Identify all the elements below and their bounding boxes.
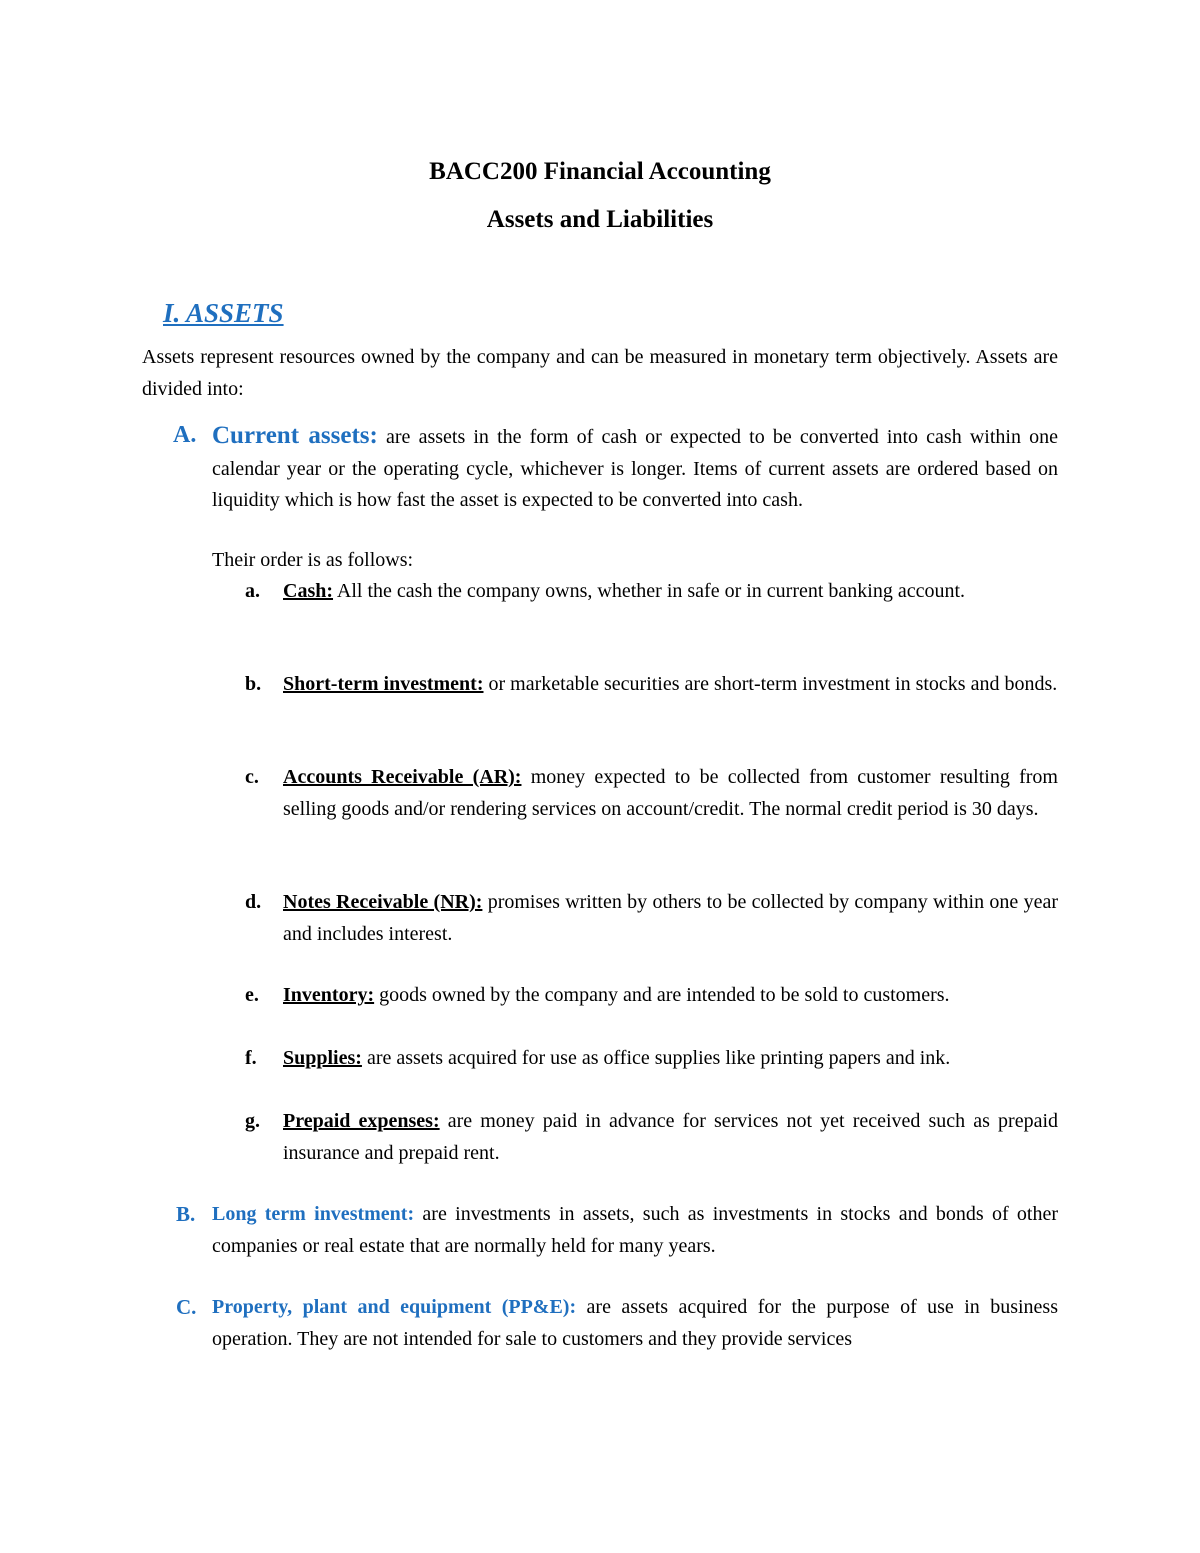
prepaid-expenses-text: are money paid in advance for services not yet received such as prepaid insurance and prepaid rent. — [283, 1110, 1059, 1164]
long-term-investment-term: Long term investment: — [212, 1203, 415, 1225]
long-term-investment-marker: B. — [176, 1202, 196, 1226]
course-title: BACC200 Financial Accounting — [429, 158, 771, 185]
list-item-short-term-investment — [283, 669, 1058, 701]
ppe-text: are assets acquired for the purpose of use in business operation. They are not intended for sale to customers and they provide services — [212, 1296, 1058, 1350]
notes-receivable-text: promises written by others to be collected by company within one year and includes interest. — [283, 891, 1058, 945]
list-item-notes-receivable — [283, 887, 1058, 950]
list-marker-e: e. — [245, 984, 259, 1006]
current-assets-term: Current assets: — [212, 422, 378, 449]
cash-term: Cash: — [283, 580, 334, 602]
supplies-term: Supplies: — [283, 1047, 362, 1069]
list-item-cash — [283, 576, 1058, 608]
inventory-term: Inventory: — [283, 984, 375, 1006]
list-item-prepaid-expenses — [283, 1106, 1058, 1169]
current-assets-text: are assets in the form of cash or expected to be converted into cash within one calendar year or the operating cycle, whichever is longer. Items of current assets are ordered based on liquidity which is how fast the asset is expected to be converted into cash. — [212, 426, 1058, 511]
accounts-receivable-term: Accounts Receivable (AR): — [283, 766, 522, 788]
list-item-supplies — [283, 1043, 1058, 1075]
assets-intro-paragraph: Assets represent resources owned by the company and can be measured in monetary term objectively. Assets are divided into: — [142, 346, 1058, 400]
list-marker-g: g. — [245, 1110, 260, 1132]
list-marker-b: b. — [245, 673, 262, 695]
short-term-investment-text: or marketable securities are short-term investment in stocks and bonds. — [483, 673, 1058, 695]
list-item-inventory — [283, 980, 1058, 1012]
short-term-investment-term: Short-term investment: — [283, 673, 484, 695]
current-assets-definition — [212, 420, 1058, 517]
order-intro-line: Their order is as follows: — [212, 549, 414, 571]
inventory-text: goods owned by the company and are intended to be sold to customers. — [374, 984, 950, 1006]
cash-text: All the cash the company owns, whether in safe or in current banking account. — [333, 580, 966, 602]
long-term-investment-text: are investments in assets, such as investments in stocks and bonds of other companies or real estate that are normally held for many years. — [212, 1203, 1058, 1257]
ppe-term: Property, plant and equipment (PP&E): — [212, 1296, 577, 1318]
prepaid-expenses-term: Prepaid expenses: — [283, 1110, 440, 1132]
document-subtitle: Assets and Liabilities — [486, 206, 714, 233]
list-marker-c: c. — [245, 766, 259, 788]
accounts-receivable-text: money expected to be collected from customer resulting from selling goods and/or rendering services on account/credit. The normal credit period is 30 days. — [283, 766, 1058, 820]
list-marker-a: a. — [245, 580, 260, 602]
list-marker-f: f. — [245, 1047, 257, 1069]
list-marker-d: d. — [245, 891, 262, 913]
section-heading-assets: I. ASSETS — [163, 298, 284, 328]
ppe-marker: C. — [176, 1295, 197, 1319]
supplies-text: are assets acquired for use as office supplies like printing papers and ink. — [361, 1047, 951, 1069]
list-item-accounts-receivable — [283, 762, 1058, 825]
ppe-definition — [212, 1292, 1058, 1355]
notes-receivable-term: Notes Receivable (NR): — [283, 891, 483, 913]
long-term-investment-definition — [212, 1199, 1058, 1262]
current-assets-marker: A. — [173, 422, 197, 448]
